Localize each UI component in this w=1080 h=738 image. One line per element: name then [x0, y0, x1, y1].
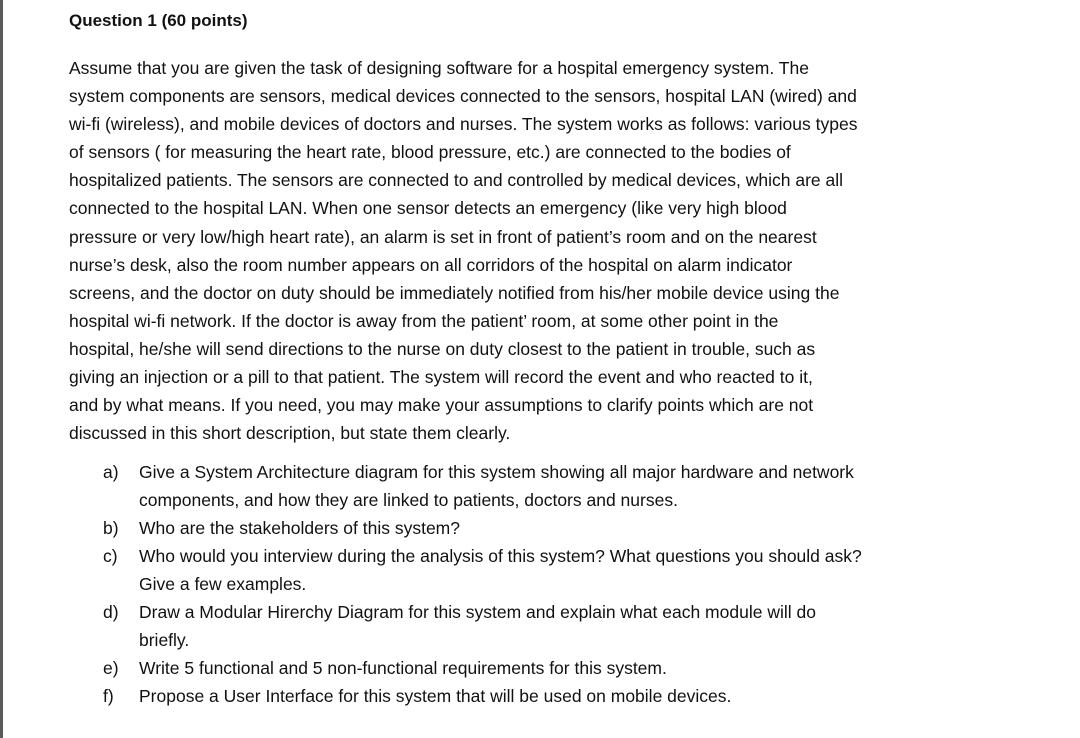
sub-question-item — [103, 598, 1063, 654]
question-description — [69, 54, 1059, 447]
description-line: hospitalized patients. The sensors are connected to and controlled by medical devices, which are all — [69, 170, 844, 191]
description-line: of sensors ( for measuring the heart rate, blood pressure, etc.) are connected to the bodies of — [69, 142, 791, 163]
page-edge-divider — [0, 0, 3, 738]
sub-question-letter: a) — [103, 462, 119, 482]
sub-question-list — [103, 458, 1063, 710]
description-line: system components are sensors, medical devices connected to the sensors, hospital LAN (wired) and — [69, 86, 857, 107]
description-line: connected to the hospital LAN. When one sensor detects an emergency (like very high blood — [69, 198, 787, 219]
sub-question-text: Give a few examples. — [139, 574, 307, 594]
description-line: screens, and the doctor on duty should be immediately notified from his/her mobile device using the — [69, 282, 840, 303]
sub-question-text: components, and how they are linked to patients, doctors and nurses. — [139, 490, 678, 510]
sub-question-letter: d) — [103, 602, 119, 622]
sub-question-item — [103, 654, 1063, 682]
sub-question-letter: b) — [103, 518, 119, 538]
sub-question-text: Propose a User Interface for this system that will be used on mobile devices. — [139, 686, 732, 706]
description-line: Assume that you are given the task of designing software for a hospital emergency system. The — [69, 58, 809, 78]
sub-question-text: briefly. — [139, 630, 190, 650]
sub-question-text: Draw a Modular Hirerchy Diagram for this system and explain what each module will do — [139, 602, 816, 622]
sub-question-item — [103, 514, 1063, 542]
description-line: and by what means. If you need, you may make your assumptions to clarify points which are not — [69, 395, 814, 416]
description-line: pressure or very low/high heart rate), an alarm is set in front of patient’s room and on the nearest — [69, 226, 817, 247]
sub-question-letter: f) — [103, 686, 114, 706]
sub-question-item — [103, 542, 1063, 598]
description-line: wi-fi (wireless), and mobile devices of doctors and nurses. The system works as follows: various types — [69, 114, 858, 135]
sub-question-letter: c) — [103, 546, 118, 566]
sub-question-item — [103, 682, 1063, 710]
description-line: hospital wi-fi network. If the doctor is away from the patient’ room, at some other point in the — [69, 310, 779, 331]
sub-question-item — [103, 458, 1063, 514]
question-title: Question 1 (60 points) — [69, 11, 248, 30]
description-line: giving an injection or a pill to that patient. The system will record the event and who reacted to it, — [69, 367, 813, 388]
sub-question-text: Write 5 functional and 5 non-functional requirements for this system. — [139, 658, 667, 678]
description-line: nurse’s desk, also the room number appears on all corridors of the hospital on alarm indicator — [69, 254, 793, 275]
description-line: discussed in this short description, but state them clearly. — [69, 423, 511, 444]
sub-question-letter: e) — [103, 658, 119, 678]
description-line: hospital, he/she will send directions to the nurse on duty closest to the patient in trouble, such as — [69, 338, 816, 359]
question-document — [69, 10, 1059, 447]
sub-question-text: Who would you interview during the analysis of this system? What questions you should ask? — [139, 546, 862, 566]
sub-question-text: Who are the stakeholders of this system? — [139, 518, 460, 538]
sub-question-text: Give a System Architecture diagram for this system showing all major hardware and network — [139, 462, 854, 482]
